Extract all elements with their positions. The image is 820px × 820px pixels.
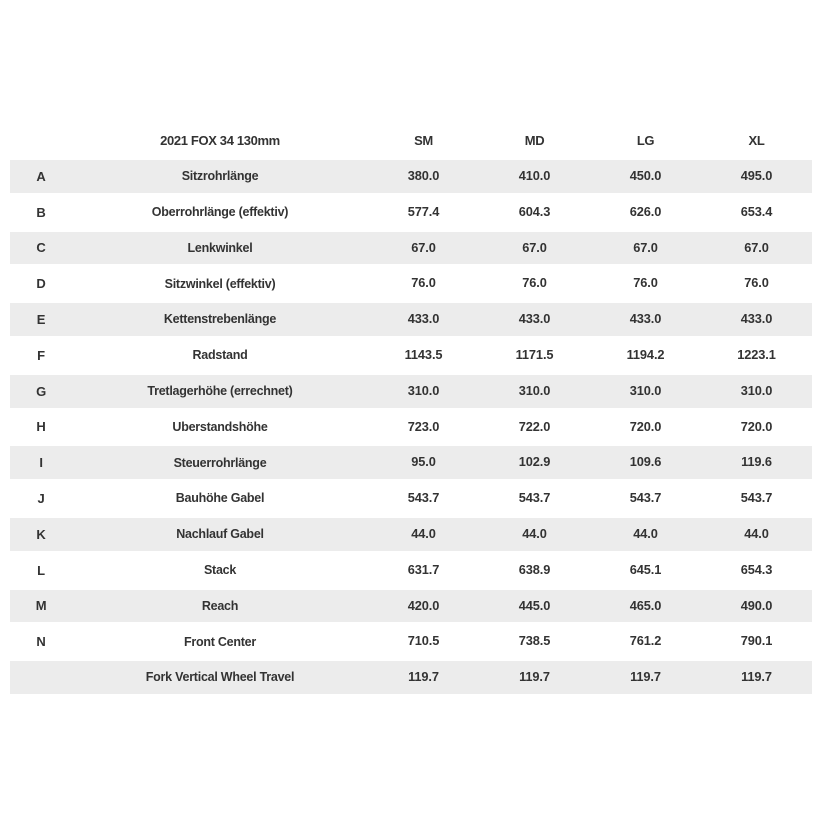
row-key: C [36, 241, 46, 256]
row-value-sm: 433.0 [407, 313, 440, 327]
column-header-sm: SM [414, 134, 433, 148]
row-value-sm: 44.0 [411, 527, 436, 541]
row-value-md: 76.0 [522, 277, 547, 291]
row-value-xl: 495.0 [740, 170, 773, 183]
row-label: Steuerrohrlänge [173, 456, 267, 470]
row-value-lg: 626.0 [629, 205, 662, 219]
row-value-lg: 44.0 [633, 527, 658, 541]
row-key: H [36, 420, 46, 435]
table-row [10, 232, 812, 268]
table-row [10, 160, 812, 196]
row-value-xl: 67.0 [744, 241, 769, 255]
table-header-row [10, 124, 812, 160]
table-row [10, 518, 812, 554]
table-row [10, 267, 812, 303]
row-value-lg: 1194.2 [626, 348, 665, 362]
row-value-sm: 310.0 [407, 384, 440, 398]
row-key: J [37, 492, 45, 507]
row-value-lg: 310.0 [629, 384, 662, 398]
row-value-xl: 490.0 [740, 599, 773, 613]
column-header-md: MD [524, 134, 545, 148]
table-row [10, 482, 812, 518]
row-key: B [36, 205, 46, 220]
row-value-md: 67.0 [522, 241, 547, 255]
row-value-md: 445.0 [518, 599, 551, 613]
row-label: Sitzrohrlänge [181, 170, 259, 184]
row-label: Oberrohrlänge (effektiv) [151, 205, 289, 219]
row-label: Fork Vertical Wheel Travel [145, 671, 295, 685]
row-key: E [36, 313, 46, 328]
row-value-sm: 631.7 [407, 563, 440, 577]
row-label: Lenkwinkel [187, 241, 253, 255]
row-value-xl: 76.0 [744, 277, 769, 291]
row-value-xl: 310.0 [740, 384, 773, 398]
row-value-md: 638.9 [518, 563, 551, 577]
row-value-md: 433.0 [518, 313, 551, 327]
row-value-xl: 543.7 [740, 492, 773, 506]
table-row [10, 554, 812, 590]
row-label: Nachlauf Gabel [176, 528, 264, 542]
row-label: Stack [203, 563, 237, 577]
table-row [10, 446, 812, 482]
table-title: 2021 FOX 34 130mm [160, 134, 280, 148]
row-value-lg: 645.1 [629, 563, 662, 577]
row-key: L [37, 563, 45, 578]
row-value-sm: 577.4 [407, 205, 440, 219]
row-key: N [36, 635, 46, 650]
table-row [10, 339, 812, 375]
row-value-lg: 433.0 [629, 313, 662, 327]
row-label: Bauhöhe Gabel [175, 492, 265, 506]
row-key [10, 678, 72, 681]
row-value-md: 1171.5 [515, 348, 554, 362]
row-label: Kettenstrebenlänge [163, 313, 277, 327]
table-row [10, 590, 812, 626]
row-label: Überstandshöhe [172, 420, 268, 434]
row-value-md: 738.5 [518, 635, 551, 649]
row-value-md: 604.3 [518, 205, 551, 219]
column-header-lg: LG [636, 134, 655, 148]
row-value-lg: 119.7 [630, 671, 661, 685]
row-value-lg: 761.2 [629, 635, 662, 649]
row-key: D [36, 277, 46, 292]
row-label: Tretlagerhöhe (errechnet) [147, 384, 293, 398]
table-row [10, 196, 812, 232]
row-value-md: 310.0 [518, 384, 551, 398]
row-value-lg: 76.0 [633, 277, 658, 291]
row-value-xl: 119.7 [741, 671, 772, 685]
table-row [10, 411, 812, 447]
row-value-sm: 119.7 [408, 671, 439, 685]
row-value-sm: 710.5 [407, 635, 440, 649]
row-value-lg: 67.0 [633, 241, 658, 255]
row-label: Reach [201, 599, 239, 613]
row-value-lg: 465.0 [629, 599, 662, 613]
row-key: M [35, 599, 47, 614]
row-value-xl: 720.0 [740, 420, 773, 434]
table-row [10, 661, 812, 697]
geometry-table [10, 124, 812, 697]
row-value-xl: 433.0 [740, 313, 773, 327]
row-value-lg: 109.6 [629, 456, 662, 470]
row-value-sm: 420.0 [407, 599, 440, 613]
row-key: K [36, 527, 46, 542]
header-key-spacer [10, 141, 72, 144]
row-value-md: 722.0 [518, 420, 551, 434]
table-row [10, 625, 812, 661]
row-value-lg: 450.0 [629, 170, 662, 183]
row-value-lg: 720.0 [629, 420, 662, 434]
row-key: F [37, 348, 45, 363]
row-value-xl: 44.0 [744, 527, 769, 541]
row-key: A [36, 169, 46, 184]
row-value-xl: 119.6 [741, 456, 772, 470]
row-value-sm: 95.0 [411, 456, 436, 470]
table-row [10, 375, 812, 411]
row-value-md: 102.9 [518, 456, 551, 470]
row-value-md: 44.0 [522, 527, 547, 541]
row-value-sm: 723.0 [407, 420, 440, 434]
row-value-sm: 1143.5 [404, 348, 443, 362]
row-value-sm: 67.0 [411, 241, 436, 255]
row-value-sm: 543.7 [407, 492, 440, 506]
row-value-xl: 653.4 [740, 205, 773, 219]
row-value-lg: 543.7 [629, 492, 662, 506]
row-label: Front Center [184, 635, 256, 649]
row-key: G [36, 384, 46, 399]
row-value-xl: 790.1 [740, 635, 773, 649]
row-value-md: 119.7 [519, 671, 550, 685]
row-key: I [39, 456, 43, 471]
row-value-xl: 654.3 [740, 563, 773, 577]
row-value-xl: 1223.1 [737, 348, 776, 362]
row-value-md: 410.0 [518, 170, 551, 183]
row-value-md: 543.7 [518, 492, 551, 506]
column-header-xl: XL [748, 134, 765, 148]
table-row [10, 303, 812, 339]
row-value-sm: 380.0 [407, 170, 440, 183]
row-value-sm: 76.0 [411, 277, 436, 291]
row-label: Sitzwinkel (effektiv) [164, 277, 276, 291]
row-label: Radstand [192, 349, 248, 363]
